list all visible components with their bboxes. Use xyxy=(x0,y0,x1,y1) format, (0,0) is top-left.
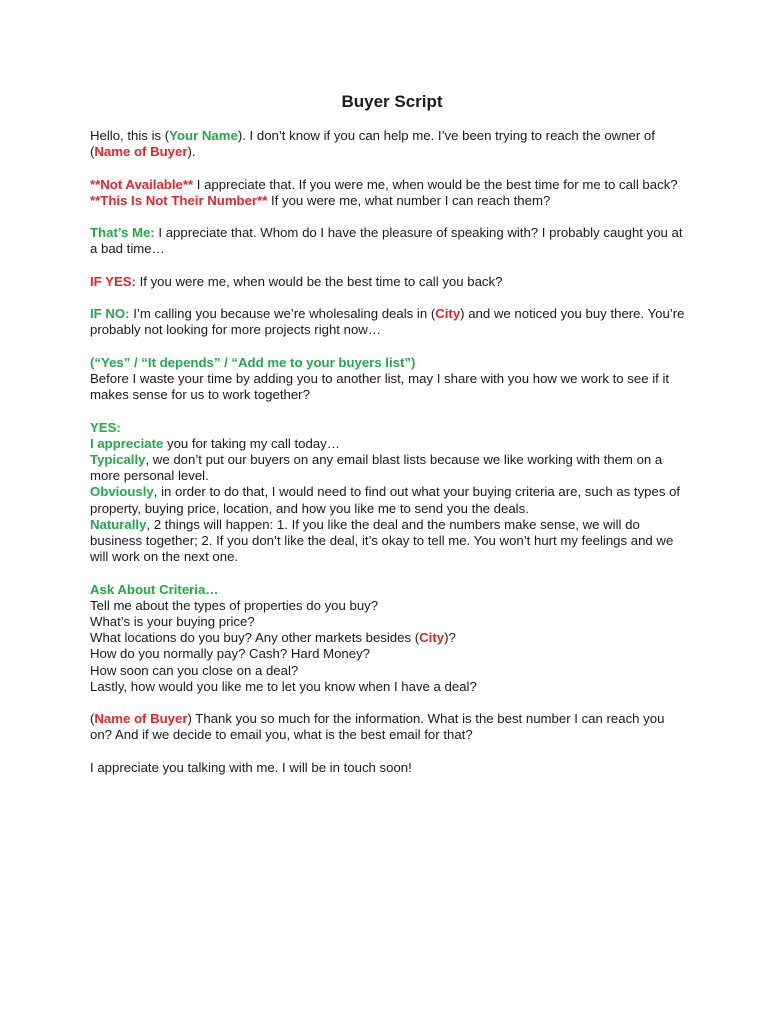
if-no-paragraph xyxy=(90,306,690,338)
appreciate-label: I appreciate xyxy=(90,435,164,451)
city-placeholder: City xyxy=(419,630,445,646)
not-available-label: **Not Available** xyxy=(90,176,194,192)
not-their-number-label: **This Is Not Their Number** xyxy=(90,192,268,208)
if-no-text-1: I’m calling you because we’re wholesaling deals in ( xyxy=(129,306,436,322)
naturally-line xyxy=(90,517,690,566)
intro-text-3: ). xyxy=(187,144,196,160)
criteria-question-3-text-b: )? xyxy=(444,630,456,646)
appreciate-text: you for taking my call today… xyxy=(163,435,340,451)
name-of-buyer-placeholder: Name of Buyer xyxy=(94,144,188,160)
appreciate-line xyxy=(90,436,690,452)
criteria-paragraph xyxy=(90,582,690,695)
thank-you-text-1: ( xyxy=(90,711,95,727)
thats-me-paragraph xyxy=(90,225,690,257)
responses-label: (“Yes” / “It depends” / “Add me to your buyers list”) xyxy=(90,354,416,370)
criteria-question-2: What’s is your buying price? xyxy=(90,613,255,629)
responses-text: Before I waste your time by adding you to another list, may I share with you how we work to see if it makes sense for us to work together? xyxy=(90,370,670,403)
criteria-label: Ask About Criteria… xyxy=(90,581,219,597)
criteria-question-1: Tell me about the types of properties do you buy? xyxy=(90,597,379,613)
responses-paragraph xyxy=(90,355,690,404)
not-available-paragraph xyxy=(90,177,690,209)
if-yes-paragraph xyxy=(90,274,690,290)
criteria-question-3 xyxy=(90,630,690,646)
document-title: Buyer Script xyxy=(341,92,443,111)
yes-label: YES: xyxy=(90,419,121,435)
intro-paragraph xyxy=(90,128,690,160)
naturally-label: Naturally xyxy=(90,516,147,532)
criteria-question-4: How do you normally pay? Cash? Hard Money? xyxy=(90,646,371,662)
naturally-text: , 2 things will happen: 1. If you like the deal and the numbers make sense, we will do business together; 2. If you don’t like the deal, it’s okay to tell me. You won’t hurt my feelings and we will work on the next one. xyxy=(90,516,674,565)
if-yes-label: IF YES: xyxy=(90,273,136,289)
thank-you-text-2: ) Thank you so much for the information. What is the best number I can reach you on? And if we decide to email you, what is the best email for that? xyxy=(90,711,665,743)
thank-you-paragraph xyxy=(90,711,690,743)
not-available-line xyxy=(90,177,690,193)
typically-text: , we don’t put our buyers on any email blast lists because we like working with them on a more personal level. xyxy=(90,451,663,484)
name-of-buyer-placeholder: Name of Buyer xyxy=(94,711,188,727)
thats-me-text: I appreciate that. Whom do I have the pleasure of speaking with? I probably caught you at a bad time… xyxy=(90,225,683,257)
not-their-number-text: If you were me, what number I can reach them? xyxy=(267,192,551,208)
criteria-question-6: Lastly, how would you like me to let you know when I have a deal? xyxy=(90,678,477,694)
typically-label: Typically xyxy=(90,451,146,467)
obviously-label: Obviously xyxy=(90,484,154,500)
your-name-placeholder: Your Name xyxy=(169,128,238,143)
script-body xyxy=(90,128,690,776)
obviously-text: , in order to do that, I would need to find out what your buying criteria are, such as types of property, buying price, location, and how you like me to send you the deals. xyxy=(90,484,681,516)
not-available-text: I appreciate that. If you were me, when would be the best time for me to call back? xyxy=(193,176,678,192)
yes-paragraph xyxy=(90,420,690,566)
if-no-label: IF NO: xyxy=(90,306,130,322)
thats-me-label: That’s Me: xyxy=(90,225,155,241)
obviously-line xyxy=(90,484,690,516)
not-their-number-line xyxy=(90,193,690,209)
criteria-question-5: How soon can you close on a deal? xyxy=(90,662,299,678)
intro-text-2: ). I don’t know if you can help me. I’ve been trying to reach the owner of ( xyxy=(90,128,655,160)
city-placeholder: City xyxy=(435,306,461,322)
if-yes-text: If you were me, when would be the best time to call you back? xyxy=(135,273,503,289)
intro-text-1: Hello, this is ( xyxy=(90,128,170,143)
document-page xyxy=(90,92,690,776)
if-no-text-2: ) and we noticed you buy there. You’re probably not looking for more projects right now… xyxy=(90,306,685,338)
closing-paragraph xyxy=(90,760,690,776)
typically-line xyxy=(90,452,690,484)
closing-text: I appreciate you talking with me. I will be in touch soon! xyxy=(90,759,412,775)
criteria-question-3-text-a: What locations do you buy? Any other markets besides ( xyxy=(90,630,420,646)
